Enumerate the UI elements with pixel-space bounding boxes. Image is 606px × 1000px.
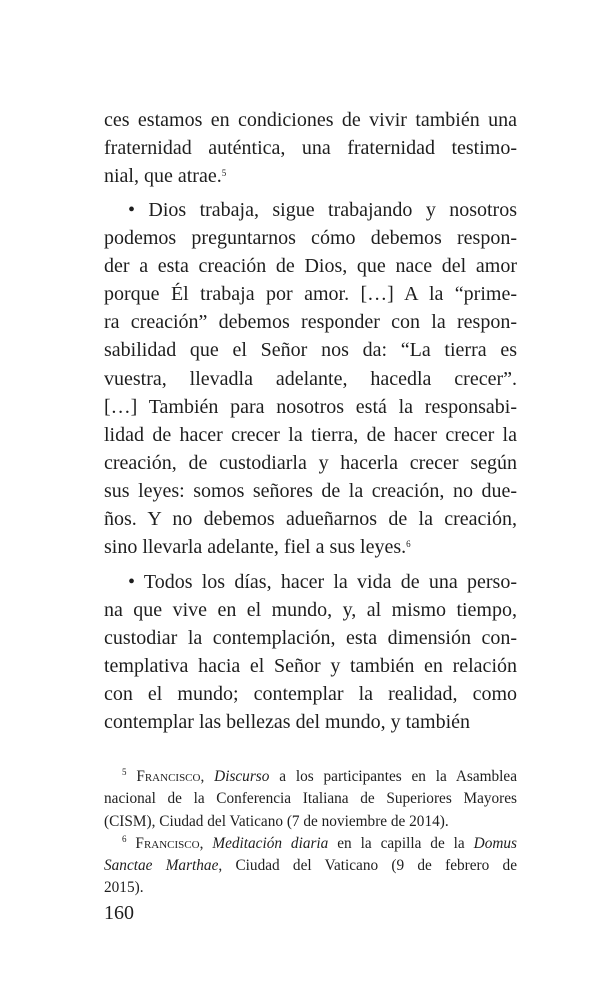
- footnote-text: nacional de la Conferencia Italiana de Superiores Mayores: [104, 790, 517, 808]
- footnote-line: [104, 811, 517, 833]
- line-text: sabilidad que el Señor nos da: “La tierra es: [104, 339, 517, 362]
- footnote-text: , Ciudad del Vaticano (9 de febrero de: [218, 857, 517, 875]
- line-text: ces estamos en condiciones de vivir también una: [104, 109, 517, 131]
- line-text: podemos preguntarnos cómo debemos respon-: [104, 227, 517, 250]
- text-line: [104, 365, 517, 393]
- text-line: [104, 652, 517, 680]
- line-text: • Todos los días, hacer la vida de una perso-: [128, 571, 517, 593]
- paragraph-continuation: [104, 106, 517, 190]
- line-text: sus leyes: somos señores de la creación, no due-: [104, 479, 517, 502]
- line-text: […] También para nosotros está la responsabi-: [104, 395, 517, 418]
- line-text: vuestra, llevadla adelante, hacedla crecer”.: [104, 367, 517, 390]
- line-text: lidad de hacer crecer la tierra, de hacer crecer la: [104, 423, 517, 446]
- footnotes: [104, 766, 517, 900]
- footnote-reference[interactable]: 6: [406, 539, 411, 550]
- text-line: [104, 162, 517, 190]
- text-line: [104, 477, 517, 505]
- footnote-reference[interactable]: 5: [221, 168, 227, 179]
- text-line: [104, 449, 517, 477]
- line-text: con el mundo; contemplar la realidad, como: [104, 683, 517, 706]
- text-line: [104, 568, 517, 596]
- text-line: [104, 533, 517, 561]
- line-text: templativa hacia el Señor y también en relación: [104, 655, 517, 678]
- line-text: creación, de custodiarla y hacerla crecer según: [104, 451, 517, 474]
- text-line: [104, 393, 517, 421]
- author-name: Francisco: [126, 834, 200, 852]
- text-line: [104, 252, 517, 280]
- page-number: 160: [104, 902, 134, 924]
- text-line: [104, 224, 517, 252]
- text-line: [104, 280, 517, 308]
- line-text: porque Él trabaja por amor. […] A la “prime-: [104, 283, 517, 306]
- line-text: fraternidad auténtica, una fraternidad testimo-: [104, 137, 517, 160]
- paragraph-bullet-dios-trabaja: [104, 196, 517, 561]
- text-line: [104, 624, 517, 652]
- text-line: [104, 134, 517, 162]
- line-text: sino llevarla adelante, fiel a sus leyes.: [104, 536, 407, 559]
- text-line: [104, 308, 517, 336]
- footnote-line: [104, 877, 517, 899]
- footnote-number: 6: [122, 833, 127, 844]
- footnote-line: [104, 833, 517, 855]
- line-text: custodiar la contemplación, esta dimensión con-: [104, 627, 517, 650]
- paragraph-bullet-todos-los-dias: [104, 568, 517, 737]
- text-line: [104, 505, 517, 533]
- footnote-text: ,: [200, 768, 215, 785]
- author-name: Francisco: [126, 768, 201, 785]
- text-line: [104, 708, 517, 736]
- work-title: Sanctae Marthae: [104, 857, 219, 875]
- work-title: Domus: [473, 834, 517, 852]
- text-line: [104, 196, 517, 224]
- line-text: ños. Y no debemos adueñarnos de la creación,: [104, 508, 517, 531]
- footnote-text: ,: [199, 834, 213, 852]
- work-title: Meditación diaria: [212, 834, 329, 852]
- footnote-line: [104, 766, 517, 788]
- footnote-number: 5: [122, 767, 127, 777]
- text-line: [104, 106, 517, 134]
- line-text: nial, que atrae.: [104, 165, 222, 188]
- footnote-text: a los participantes en la Asamblea: [269, 768, 517, 785]
- text-line: [104, 596, 517, 624]
- work-title: Discurso: [214, 768, 270, 785]
- text-line: [104, 421, 517, 449]
- text-line: [104, 336, 517, 364]
- footnote-line: [104, 855, 517, 877]
- line-text: ra creación” debemos responder con la respon-: [104, 311, 517, 334]
- footnote-text: (CISM), Ciudad del Vaticano (7 de noviembre de 2014).: [104, 812, 449, 830]
- line-text: na que vive en el mundo, y, al mismo tiempo,: [104, 599, 517, 622]
- footnote-text: en la capilla de la: [328, 834, 474, 852]
- line-text: contemplar las bellezas del mundo, y también: [104, 711, 470, 734]
- footnote-line: [104, 788, 517, 810]
- text-line: [104, 680, 517, 708]
- footnote-text: 2015).: [104, 879, 144, 897]
- line-text: der a esta creación de Dios, que nace del amor: [104, 255, 517, 278]
- line-text: • Dios trabaja, sigue trabajando y nosotros: [128, 199, 517, 221]
